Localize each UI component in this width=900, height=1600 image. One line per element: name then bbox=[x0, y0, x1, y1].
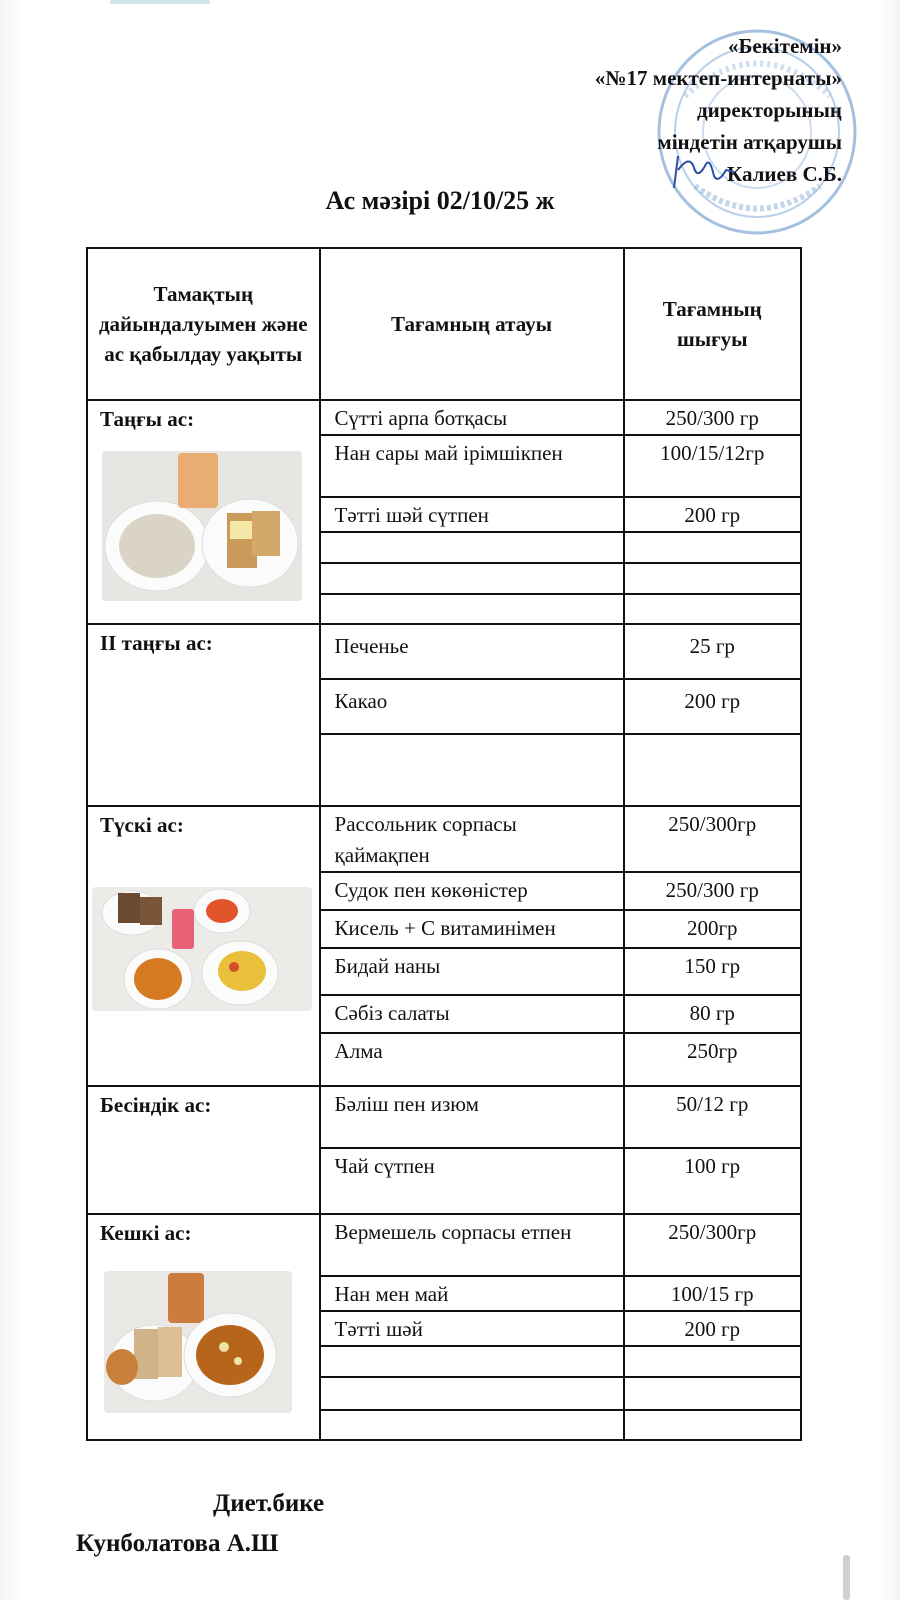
dish-name: Бәліш пен изюм bbox=[320, 1086, 624, 1148]
header-meal-time: Тамақтың дайындалуымен және ас қабылдау уақыты bbox=[87, 248, 320, 400]
approval-line-school: «№17 мектеп-интернаты» bbox=[594, 66, 842, 90]
meal-cell-afternoon-snack bbox=[87, 1086, 320, 1214]
dish-name: Бидай наны bbox=[320, 948, 624, 995]
dish-name: Судок пен көкөністер bbox=[320, 872, 624, 910]
dish-name: Рассольник сорпасы қаймақпен bbox=[320, 806, 624, 872]
dish-amount: 150 гр bbox=[624, 948, 802, 995]
dish-name: Нан сары май ірімшікпен bbox=[320, 435, 624, 497]
dish-amount: 80 гр bbox=[624, 995, 802, 1033]
approval-line-name: Калиев С.Б. bbox=[727, 162, 842, 186]
dish-amount: 250/300гр bbox=[624, 1214, 802, 1276]
header-portion: Тағамның шығуы bbox=[624, 248, 802, 400]
meal-label-dinner: Кешкі ас: bbox=[100, 1221, 192, 1245]
dish-amount: 200 гр bbox=[624, 679, 802, 734]
approval-line-approve: «Бекітемін» bbox=[727, 34, 842, 58]
dish-amount: 200 гр bbox=[624, 1311, 802, 1346]
table-row bbox=[87, 400, 801, 435]
meal-cell-second-breakfast bbox=[87, 624, 320, 806]
dish-amount: 250/300гр bbox=[624, 806, 802, 872]
breakfast-photo bbox=[102, 451, 302, 601]
dish-amount: 250гр bbox=[624, 1033, 802, 1086]
dish-name: Нан мен май bbox=[320, 1276, 624, 1311]
meal-cell-breakfast bbox=[87, 400, 320, 624]
meal-cell-dinner bbox=[87, 1214, 320, 1440]
table-row bbox=[87, 624, 801, 679]
meal-cell-lunch bbox=[87, 806, 320, 1086]
meal-label-second-breakfast: ІІ таңғы ас: bbox=[100, 631, 213, 655]
table-row bbox=[87, 1214, 801, 1276]
dish-amount: 100/15/12гр bbox=[624, 435, 802, 497]
dish-amount: 100 гр bbox=[624, 1148, 802, 1214]
dish-amount: 25 гр bbox=[624, 624, 802, 679]
menu-title: Ас мәзірі 02/10/25 ж bbox=[325, 186, 555, 215]
dish-name: Сәбіз салаты bbox=[320, 995, 624, 1033]
table-row bbox=[87, 1086, 801, 1148]
dish-amount: 200гр bbox=[624, 910, 802, 948]
dish-name: Какао bbox=[320, 679, 624, 734]
dish-name: Тәтті шәй bbox=[320, 1311, 624, 1346]
dish-name: Печенье bbox=[320, 624, 624, 679]
header-dish-name: Тағамның атауы bbox=[320, 248, 624, 400]
scrollbar-thumb[interactable] bbox=[843, 1555, 850, 1600]
dish-amount: 200 гр bbox=[624, 497, 802, 532]
meal-label-lunch: Түскі ас: bbox=[100, 813, 184, 837]
dietitian-name: Кунболатова А.Ш bbox=[76, 1530, 279, 1557]
menu-table bbox=[86, 247, 802, 1441]
table-row bbox=[87, 806, 801, 872]
dish-amount: 50/12 гр bbox=[624, 1086, 802, 1148]
lunch-photo bbox=[92, 887, 312, 1011]
dish-name: Алма bbox=[320, 1033, 624, 1086]
dish-amount: 250/300 гр bbox=[624, 872, 802, 910]
meal-label-afternoon-snack: Бесіндік ас: bbox=[100, 1093, 212, 1117]
top-edge-marker bbox=[110, 0, 210, 4]
dish-name: Кисель + С витаминімен bbox=[320, 910, 624, 948]
dinner-photo bbox=[104, 1271, 292, 1413]
dish-name: Сүтті арпа ботқасы bbox=[320, 400, 624, 435]
dish-amount: 100/15 гр bbox=[624, 1276, 802, 1311]
dish-name: Вермешель сорпасы етпен bbox=[320, 1214, 624, 1276]
approval-line-acting: міндетін атқарушы bbox=[657, 130, 842, 154]
dish-name: Тәтті шәй сүтпен bbox=[320, 497, 624, 532]
approval-line-director: директорының bbox=[696, 98, 842, 122]
dietitian-role: Диет.бике bbox=[213, 1490, 325, 1517]
dish-name: Чай сүтпен bbox=[320, 1148, 624, 1214]
dish-amount: 250/300 гр bbox=[624, 400, 802, 435]
meal-label-breakfast: Таңғы ас: bbox=[100, 407, 195, 431]
table-header-row bbox=[87, 248, 801, 400]
